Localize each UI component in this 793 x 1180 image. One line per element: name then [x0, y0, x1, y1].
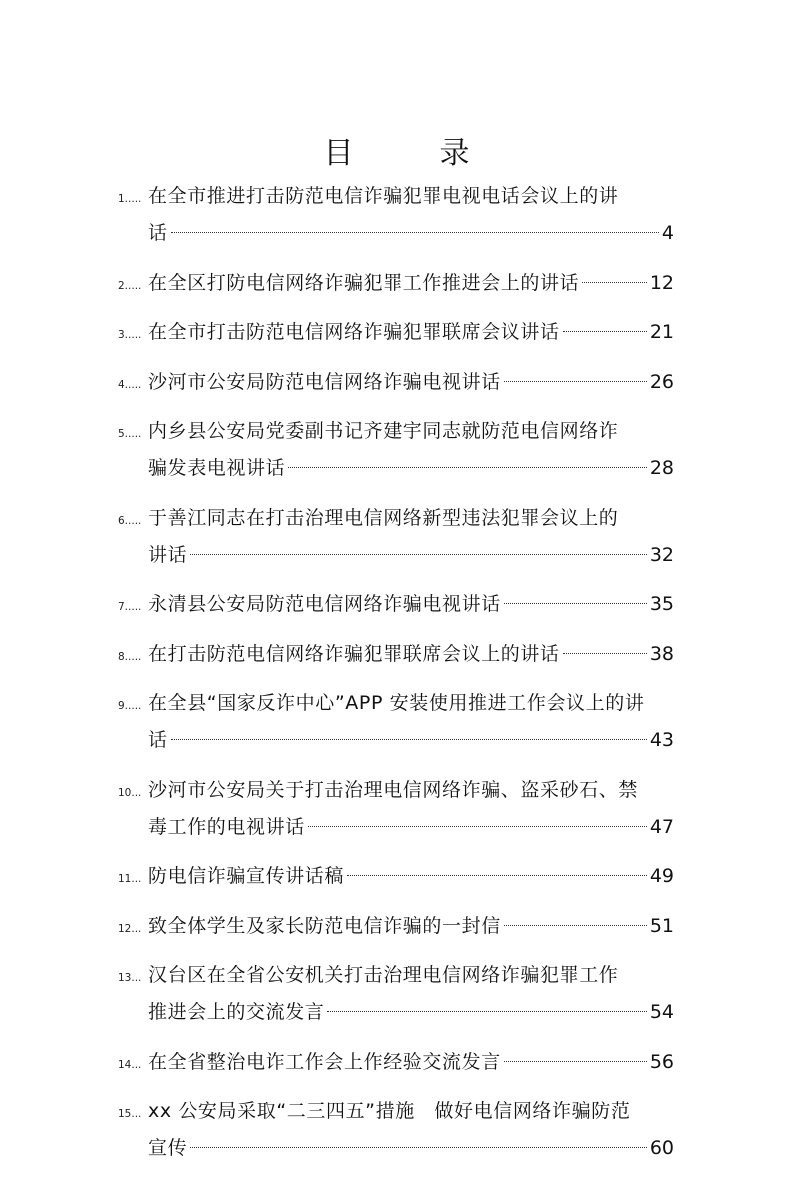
toc-entry-line	[118, 1093, 674, 1130]
toc-entry[interactable]	[118, 685, 674, 759]
dot-leader	[308, 826, 647, 827]
dot-leader	[288, 467, 647, 468]
toc-entry-number: 5.....	[118, 428, 142, 440]
toc-entry-line	[118, 537, 674, 574]
toc-entry[interactable]	[118, 772, 674, 846]
toc-page-number[interactable]: 51	[649, 914, 674, 937]
toc-entry[interactable]	[118, 957, 674, 1031]
table-of-contents	[118, 178, 674, 1180]
dot-leader	[504, 925, 647, 926]
toc-entry-title: 在全市打击防范电信网络诈骗犯罪联席会议讲话	[148, 321, 560, 343]
toc-entry-title: 永清县公安局防范电信网络诈骗电视讲话	[148, 593, 501, 615]
toc-page-number[interactable]: 4	[661, 222, 674, 244]
toc-entry-number: 13...	[118, 972, 142, 984]
toc-entry-line	[118, 413, 674, 450]
toc-entry[interactable]	[118, 636, 674, 673]
toc-page-number[interactable]: 26	[649, 370, 674, 393]
toc-entry-title: 在全县“国家反诈中心”APP 安装使用推进工作会议上的讲	[148, 692, 645, 714]
toc-entry-number: 2.....	[118, 279, 142, 292]
toc-entry-number: 6.....	[118, 514, 142, 527]
toc-page-number[interactable]: 35	[649, 593, 674, 615]
toc-entry-line	[118, 500, 674, 537]
toc-entry-line	[118, 772, 674, 809]
toc-entry-number: 10...	[118, 786, 142, 799]
toc-entry-title: 在打击防范电信网络诈骗犯罪联席会议上的讲话	[148, 642, 560, 665]
toc-entry-title: 在全省整治电诈工作会上作经验交流发言	[148, 1050, 501, 1073]
toc-entry-title: 汉台区在全省公安机关打击治理电信网络诈骗犯罪工作	[148, 964, 619, 986]
toc-entry[interactable]	[118, 178, 674, 252]
dot-leader	[504, 381, 647, 382]
toc-entry-number: 12...	[118, 922, 142, 935]
toc-entry-title: 推进会上的交流发言	[148, 1001, 325, 1023]
toc-entry-line	[118, 450, 674, 487]
toc-page-number[interactable]: 32	[649, 543, 674, 566]
toc-entry-line	[118, 1130, 674, 1167]
toc-entry-title: 于善江同志在打击治理电信网络新型违法犯罪会议上的	[148, 506, 619, 529]
page-title: 目 录	[323, 136, 498, 171]
toc-entry-title: 骗发表电视讲话	[148, 457, 286, 479]
toc-entry-line	[118, 265, 674, 302]
toc-page-number[interactable]: 54	[649, 1001, 674, 1023]
toc-page-number[interactable]: 28	[649, 457, 674, 479]
toc-page-number[interactable]: 21	[649, 321, 674, 343]
toc-page-number[interactable]: 47	[649, 815, 674, 838]
toc-entry-number: 3.....	[118, 329, 142, 341]
toc-entry-number: 8.....	[118, 650, 142, 663]
toc-entry-number: 1.....	[118, 193, 142, 205]
toc-entry-title: 在全区打防电信网络诈骗犯罪工作推进会上的讲话	[148, 271, 580, 294]
toc-entry-title: 沙河市公安局关于打击治理电信网络诈骗、盗采砂石、禁	[148, 778, 639, 801]
toc-page-number[interactable]: 38	[649, 642, 674, 665]
toc-entry[interactable]	[118, 1044, 674, 1081]
toc-page-number[interactable]: 60	[649, 1137, 674, 1159]
toc-entry-title: 宣传	[148, 1137, 188, 1159]
toc-entry-line	[118, 586, 674, 623]
toc-entry-number: 14...	[118, 1058, 142, 1071]
toc-page-number[interactable]: 56	[649, 1050, 674, 1073]
dot-leader	[504, 1061, 647, 1062]
toc-entry-line	[118, 809, 674, 846]
toc-entry[interactable]	[118, 908, 674, 945]
toc-entry-line	[118, 722, 674, 759]
toc-entry-number: 11...	[118, 873, 142, 885]
toc-entry-title: 话	[148, 222, 168, 244]
toc-entry[interactable]	[118, 364, 674, 401]
toc-entry[interactable]	[118, 314, 674, 351]
toc-entry-line	[118, 636, 674, 673]
toc-page-number[interactable]: 43	[649, 729, 674, 751]
dot-leader	[347, 875, 647, 876]
toc-entry[interactable]	[118, 500, 674, 574]
dot-leader	[563, 653, 647, 654]
toc-entry-line	[118, 957, 674, 994]
toc-entry-line	[118, 994, 674, 1031]
toc-entry-title: 沙河市公安局防范电信网络诈骗电视讲话	[148, 370, 501, 393]
dot-leader	[171, 739, 647, 740]
toc-entry-number: 15...	[118, 1108, 142, 1120]
dot-leader	[190, 554, 647, 555]
toc-entry-title: 话	[148, 729, 168, 751]
toc-entry[interactable]	[118, 858, 674, 895]
toc-entry[interactable]	[118, 265, 674, 302]
toc-entry-number: 4.....	[118, 378, 142, 391]
toc-entry-title: 致全体学生及家长防范电信诈骗的一封信	[148, 914, 501, 937]
toc-entry[interactable]	[118, 586, 674, 623]
dot-leader	[190, 1147, 647, 1148]
toc-page-number[interactable]: 49	[649, 865, 674, 887]
toc-entry-title: 毒工作的电视讲话	[148, 815, 305, 838]
dot-leader	[563, 331, 647, 332]
toc-entry-number: 9.....	[118, 700, 142, 712]
toc-entry[interactable]	[118, 1093, 674, 1167]
toc-entry-line	[118, 1044, 674, 1081]
toc-entry-title: 防电信诈骗宣传讲话稿	[148, 865, 345, 887]
toc-entry-line	[118, 364, 674, 401]
toc-entry-line	[118, 215, 674, 252]
toc-entry-line	[118, 858, 674, 895]
toc-entry-title: 内乡县公安局党委副书记齐建宇同志就防范电信网络诈	[148, 420, 619, 442]
toc-entry-title: 在全市推进打击防范电信诈骗犯罪电视电话会议上的讲	[148, 185, 619, 207]
toc-entry-title: 讲话	[148, 543, 188, 566]
toc-entry-title: xx 公安局采取“二三四五”措施 做好电信网络诈骗防范	[148, 1100, 631, 1122]
toc-entry-line	[118, 685, 674, 722]
dot-leader	[582, 282, 647, 283]
toc-entry-line	[118, 908, 674, 945]
toc-page-number[interactable]: 12	[649, 271, 674, 294]
toc-entry[interactable]	[118, 413, 674, 487]
dot-leader	[171, 232, 659, 233]
toc-entry-line	[118, 314, 674, 351]
dot-leader	[327, 1011, 646, 1012]
toc-entry-line	[118, 178, 674, 215]
dot-leader	[504, 603, 647, 604]
toc-entry-number: 7.....	[118, 601, 142, 613]
